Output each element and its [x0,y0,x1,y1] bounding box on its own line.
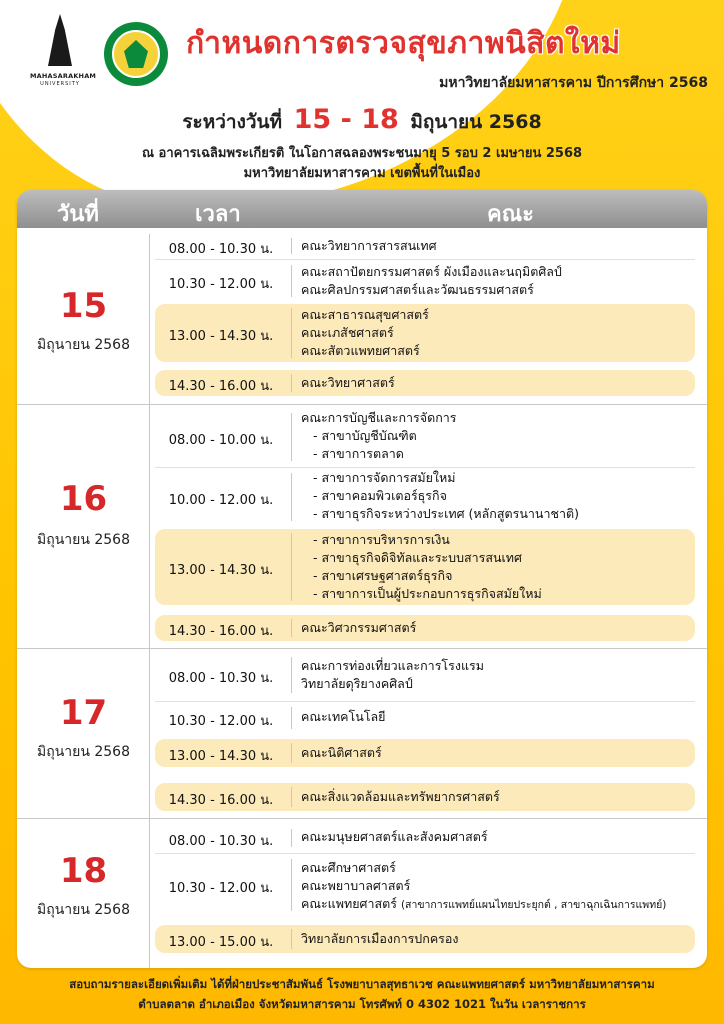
slot-time: 10.30 - 12.00 น. [168,881,274,896]
faculty-line: วิทยาลัยการเมืองการปกครอง [301,931,459,946]
slot-time: 14.30 - 16.00 น. [168,793,274,808]
slot-time: 08.00 - 10.00 น. [168,433,274,448]
divider [291,787,292,807]
day-cell [17,819,150,968]
faculty-line: คณะพยาบาลศาสตร์ [301,878,411,893]
table-row-highlighted [155,739,695,767]
day-group-18 [17,818,707,968]
faculty-line: คณะสัตวแพทยศาสตร์ [301,343,420,358]
row-divider [155,467,695,468]
slot-time: 08.00 - 10.30 น. [168,671,274,686]
university-logo [30,14,97,92]
faculty-line: - สาขาบัญชีบัณฑิต [313,428,417,443]
table-row [155,409,695,465]
table-row-highlighted [155,304,695,362]
day-cell [17,234,150,404]
row-divider [155,701,695,702]
faculty-line: - สาขาการตลาด [313,446,404,461]
faculty-line: คณะมนุษยศาสตร์และสังคมศาสตร์ [301,829,488,844]
faculty-line: คณะเทคโนโลยี [301,709,386,724]
day-group-16 [17,404,707,649]
logo-subtext: UNIVERSITY [40,81,80,87]
date-range-value: 15 - 18 [293,104,399,135]
footer-line-2: ตำบลตลาด อำเภอเมือง จังหวัดมหาสารคาม โทรศัพท์ 0 4302 1021 ในวัน เวลาราชการ [138,997,586,1011]
day-month: มิถุนายน 2568 [37,337,130,353]
slot-time: 14.30 - 16.00 น. [168,379,274,394]
day-number: 16 [59,479,108,519]
table-row-highlighted [155,615,695,641]
divider [291,929,292,949]
day-cell [17,649,150,819]
table-row-highlighted [155,529,695,605]
schedule-table [17,190,707,968]
table-header [17,190,707,228]
day-group-17 [17,648,707,819]
divider [291,657,292,693]
divider [291,829,292,847]
date-prefix: ระหว่างวันที่ [182,111,283,133]
faculty-line: คณะการท่องเที่ยวและการโรงแรม [301,658,484,673]
divider [291,238,292,254]
faculty-line: - สาขาธุรกิจดิจิทัลและระบบสารสนเทศ [313,550,522,565]
table-row-highlighted [155,370,695,396]
table-row [155,653,695,697]
faculty-line: คณะวิศวกรรมศาสตร์ [301,620,417,635]
faculty-line: - สาขาการบริหารการเงิน [313,532,450,547]
faculty-note: (สาขาการแพทย์แผนไทยประยุกต์ , สาขาฉุกเฉินการแพทย์) [400,899,667,911]
day-group-15 [17,234,707,404]
table-row-highlighted [155,925,695,953]
faculty-line: คณะสถาปัตยกรรมศาสตร์ ผังเมืองและนฤมิตศิลป์ [301,264,562,279]
tower-icon [48,14,72,66]
divider [291,859,292,911]
divider [291,619,292,637]
divider [291,533,292,601]
day-month: มิถุนายน 2568 [37,744,130,760]
page-subtitle: มหาวิทยาลัยมหาสารคาม ปีการศึกษา 2568 [439,75,708,91]
slot-time: 13.00 - 14.30 น. [168,749,274,764]
faculty-line: วิทยาลัยดุริยางคศิลป์ [301,676,413,691]
divider [291,265,292,297]
page-title: กำหนดการตรวจสุขภาพนิสิตใหม่ [186,26,621,61]
slot-time: 13.00 - 14.30 น. [168,563,274,578]
table-row [155,261,695,301]
faculty-line: - สาขาการเป็นผู้ประกอบการธุรกิจสมัยใหม่ [313,586,542,601]
faculty-line: คณะวิทยาการสารสนเทศ [301,238,437,253]
day-month: มิถุนายน 2568 [37,902,130,918]
faculty-name: คณะแพทยศาสตร์ [301,896,397,911]
faculty-line: คณะการบัญชีและการจัดการ [301,410,457,425]
day-number: 17 [59,693,108,733]
table-row [155,855,695,915]
day-cell [17,405,150,649]
table-row [155,703,695,733]
faculty-line: คณะศิลปกรรมศาสตร์และวัฒนธรรมศาสตร์ [301,282,534,297]
slot-time: 10.00 - 12.00 น. [168,493,274,508]
row-divider [155,853,695,854]
slot-time: 10.30 - 12.00 น. [168,714,274,729]
logo-text: MAHASARAKHAM [30,72,97,80]
faculty-line: - สาขาการจัดการสมัยใหม่ [313,470,456,485]
divider [291,413,292,461]
table-row-highlighted [155,783,695,811]
faculty-line: คณะวิทยาศาสตร์ [301,375,395,390]
divider [291,707,292,729]
slot-time: 10.30 - 12.00 น. [168,277,274,292]
divider [291,374,292,392]
divider [291,743,292,763]
venue-line-2: มหาวิทยาลัยมหาสารคาม เขตพื้นที่ในเมือง [243,166,481,181]
faculty-line: - สาขาเศรษฐศาสตร์ธุรกิจ [313,568,453,583]
slot-time: 08.00 - 10.30 น. [168,242,274,257]
table-row [155,469,695,525]
faculty-line: คณะเภสัชศาสตร์ [301,325,394,340]
footer-line-1: สอบถามรายละเอียดเพิ่มเติม ได้ที่ฝ่ายประชาสัมพันธ์ โรงพยาบาลสุทธาเวช คณะแพทยศาสตร์ มหาวิทยาลัยมหาสารคาม [69,977,655,991]
faculty-line: คณะนิติศาสตร์ [301,745,382,760]
date-suffix: มิถุนายน 2568 [410,111,542,133]
column-header-faculty: คณะ [487,202,534,227]
day-month: มิถุนายน 2568 [37,532,130,548]
faculty-line: คณะศึกษาศาสตร์ [301,860,396,875]
venue-line-1: ณ อาคารเฉลิมพระเกียรติ ในโอกาสฉลองพระชนมายุ 5 รอบ 2 เมษายน 2568 [141,146,583,161]
column-header-time: เวลา [195,202,241,227]
faculty-line [301,895,701,913]
divider [291,473,292,521]
faculty-line: คณะสิ่งแวดล้อมและทรัพยากรศาสตร์ [301,789,500,804]
logo-group [30,14,168,92]
date-range [0,104,724,137]
medicine-faculty-logo [104,22,168,86]
slot-time: 13.00 - 14.30 น. [168,329,274,344]
faculty-line: - สาขาคอมพิวเตอร์ธุรกิจ [313,488,447,503]
day-number: 15 [59,286,108,326]
slot-time: 08.00 - 10.30 น. [168,834,274,849]
faculty-line: คณะสาธารณสุขศาสตร์ [301,307,429,322]
table-row [155,234,695,258]
column-header-day: วันที่ [57,202,99,227]
row-divider [155,259,695,260]
slot-time: 14.30 - 16.00 น. [168,624,274,639]
day-number: 18 [59,851,108,891]
slot-time: 13.00 - 15.00 น. [168,935,274,950]
table-row [155,825,695,851]
faculty-line: - สาขาธุรกิจระหว่างประเทศ (หลักสูตรนานาชาติ) [313,506,579,521]
divider [291,308,292,358]
